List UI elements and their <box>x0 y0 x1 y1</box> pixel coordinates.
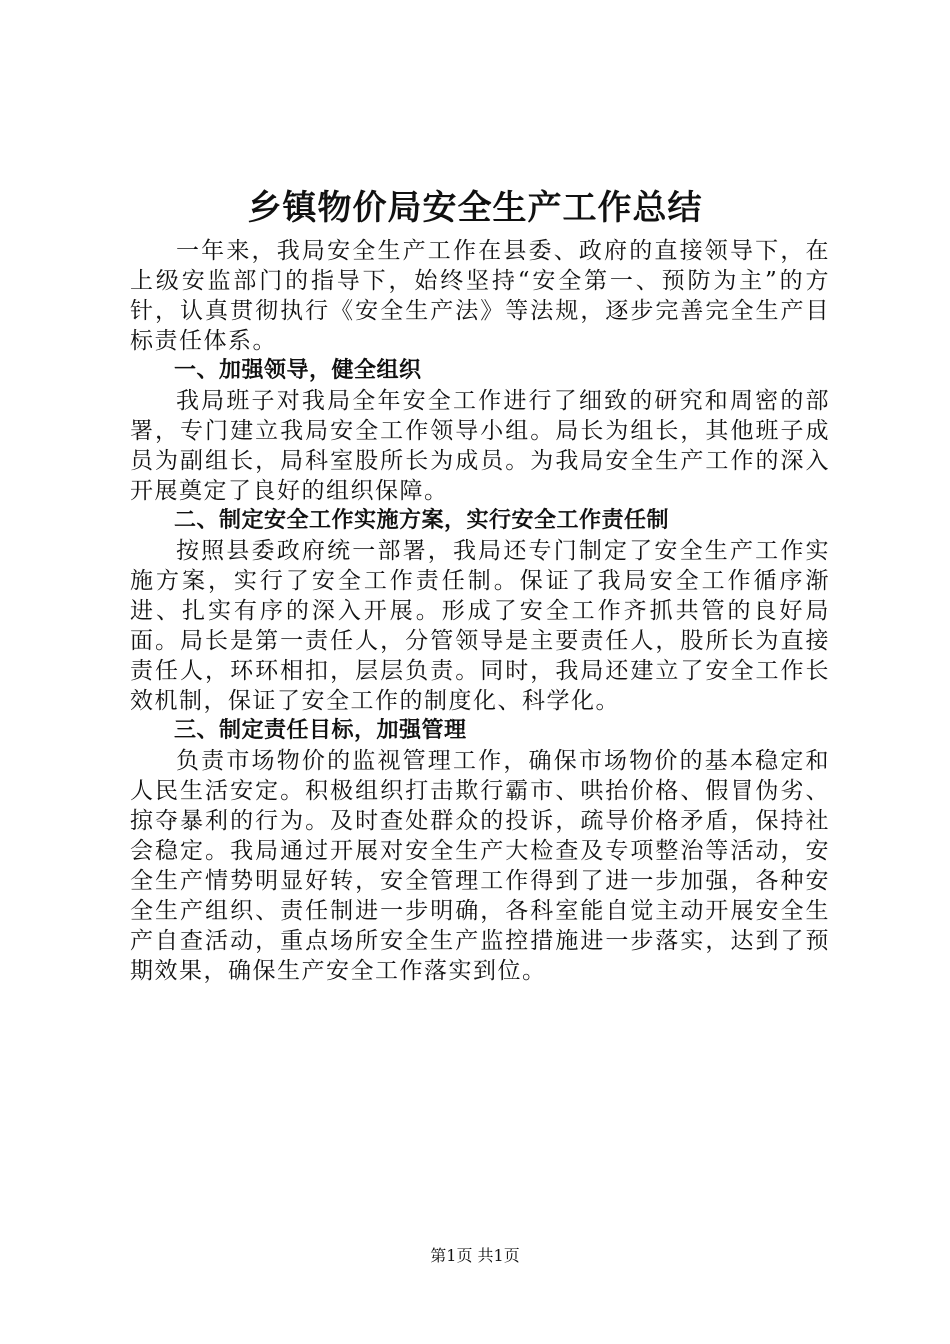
document-title: 乡镇物价局安全生产工作总结 <box>247 188 703 228</box>
section-body-2: 按照县委政府统一部署，我局还专门制定了安全生产工作实施方案，实行了安全工作责任制。保证了我局安全工作循序渐进、扎实有序的深入开展。形成了安全工作齐抓共管的良好局面。局长是第一责任人，分管领导是主要责任人，股所长为直接责任人，环环相扣，层层负责。同时，我局还建立了安全工作长效机制，保证了安全工作的制度化、科学化。 <box>130 538 830 714</box>
section-heading-1: 一、加强领导，健全组织 <box>174 358 422 383</box>
document-body <box>130 236 830 986</box>
section-heading-2: 二、制定安全工作实施方案，实行安全工作责任制 <box>174 508 670 533</box>
page-footer: 第1页 共1页 <box>430 1246 520 1265</box>
intro-paragraph: 一年来，我局安全生产工作在县委、政府的直接领导下，在上级安监部门的指导下，始终坚持“安全第一、预防为主”的方针，认真贯彻执行《安全生产法》等法规，逐步完善完全生产目标责任体系。 <box>130 238 830 354</box>
section-body-1: 我局班子对我局全年安全工作进行了细致的研究和周密的部署，专门建立我局安全工作领导小组。局长为组长，其他班子成员为副组长，局科室股所长为成员。为我局安全生产工作的深入开展奠定了良好的组织保障。 <box>130 388 830 504</box>
section-body-3: 负责市场物价的监视管理工作，确保市场物价的基本稳定和人民生活安定。积极组织打击欺行霸市、哄抬价格、假冒伪劣、掠夺暴利的行为。及时查处群众的投诉，疏导价格矛盾，保持社会稳定。我局通过开展对安全生产大检查及专项整治等活动，安全生产情势明显好转，安全管理工作得到了进一步加强，各种安全生产组织、责任制进一步明确，各科室能自觉主动开展安全生产自查活动，重点场所安全生产监控措施进一步落实，达到了预期效果，确保生产安全工作落实到位。 <box>130 748 830 984</box>
section-heading-3: 三、制定责任目标，加强管理 <box>174 718 467 743</box>
